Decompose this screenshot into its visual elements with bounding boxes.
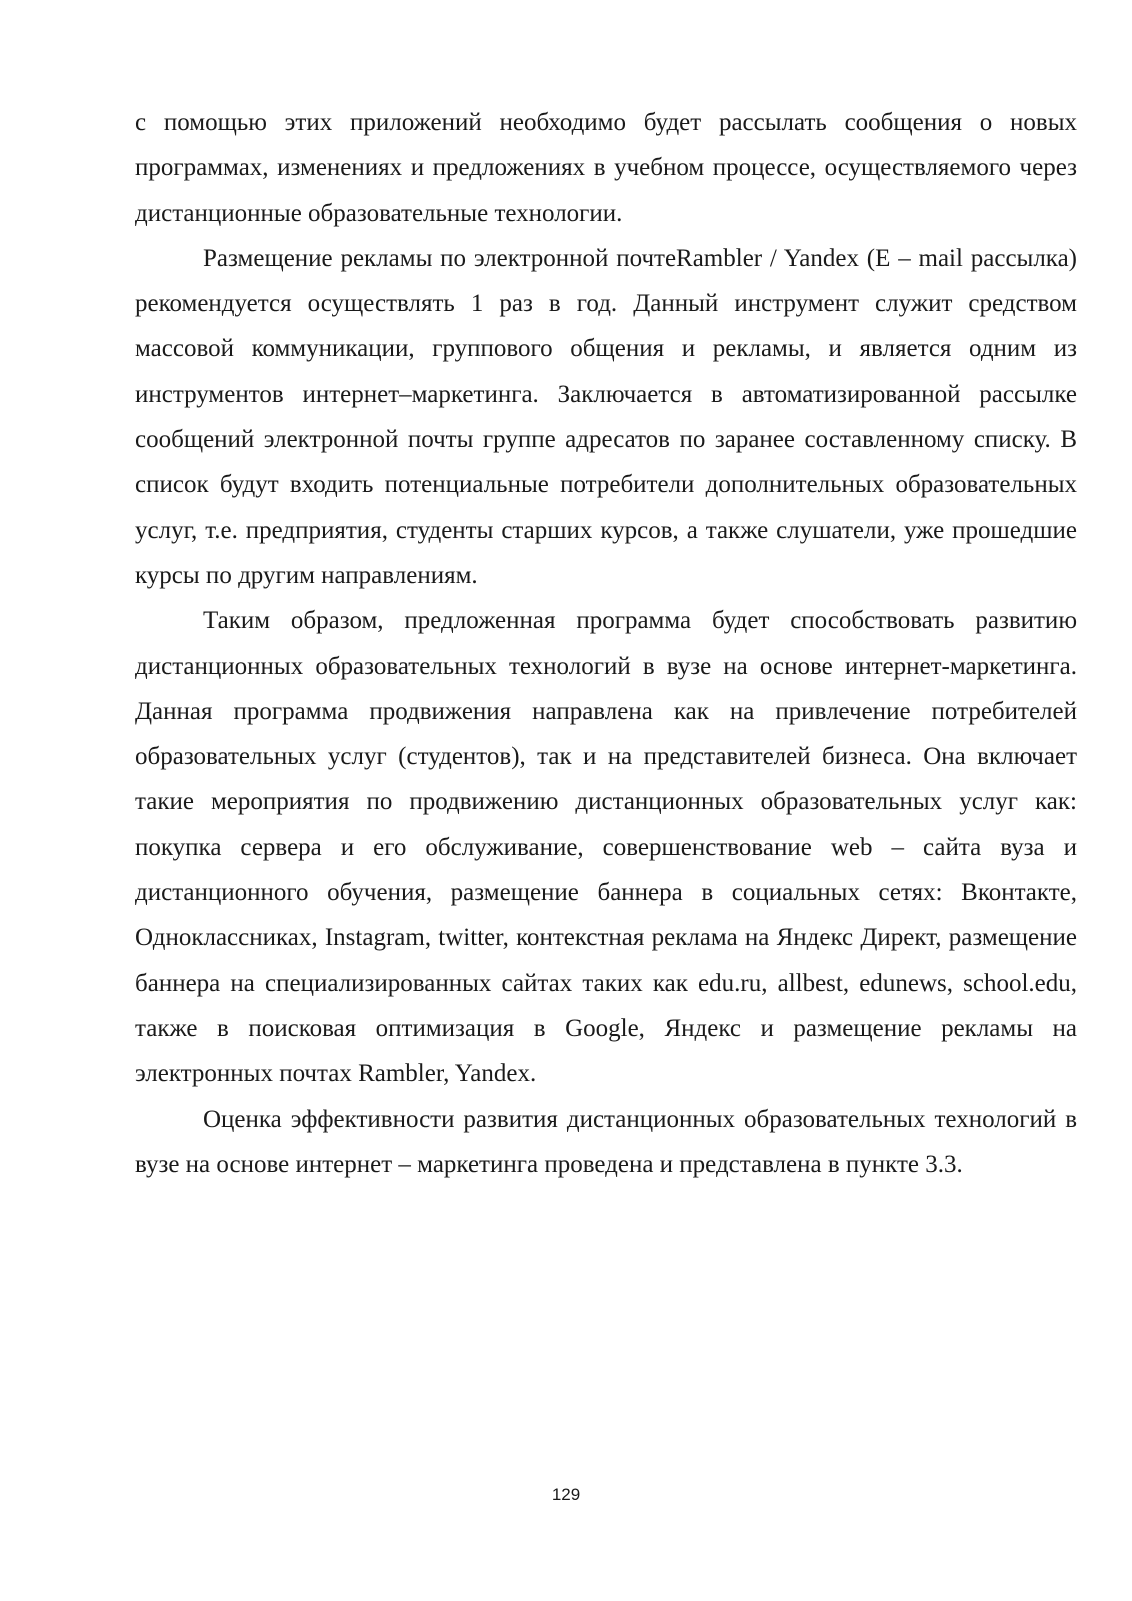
page-number: 129 (551, 1485, 581, 1504)
paragraph-email-advertising: Размещение рекламы по электронной почтеRambler / Yandex (E – mail рассылка) рекомендуется осуществлять 1 раз в год. Данный инструмент служит средством массовой коммуникации, группового общения и рекламы, и является одним из инструментов интернет–маркетинга. Заключается в автоматизированной рассылке сообщений электронной почты группе адресатов по заранее составленному списку. В список будут входить потенциальные потребители дополнительных образовательных услуг, т.е. предприятия, студенты старших курсов, а также слушатели, уже прошедшие курсы по другим направлениям. (135, 244, 1077, 589)
body-text (135, 100, 1077, 1187)
paragraph-continuation: с помощью этих приложений необходимо будет рассылать сообщения о новых программах, изменениях и предложениях в учебном процессе, осуществляемого через дистанционные образовательные технологии. (135, 109, 1077, 227)
paragraph-efficiency-evaluation: Оценка эффективности развития дистанционных образовательных технологий в вузе на основе интернет – маркетинга проведена и представлена в пункте 3.3. (135, 1105, 1077, 1178)
paragraph-program-summary: Таким образом, предложенная программа будет способствовать развитию дистанционных образовательных технологий в вузе на основе интернет-маркетинга. Данная программа продвижения направлена как на привлечение потребителей образовательных услуг (студентов), так и на представителей бизнеса. Она включает такие мероприятия по продвижению дистанционных образовательных услуг как: покупка сервера и его обслуживание, совершенствование web – сайта вуза и дистанционного обучения, размещение баннера в социальных сетях: Вконтакте, Одноклассниках, Instagram, twitter, контекстная реклама на Яндекс Директ, размещение баннера на специализированных сайтах таких как edu.ru, allbest, edunews, school.edu, также в поисковая оптимизация в Google, Яндекс и размещение рекламы на электронных почтах Rambler, Yandex. (135, 607, 1077, 1088)
